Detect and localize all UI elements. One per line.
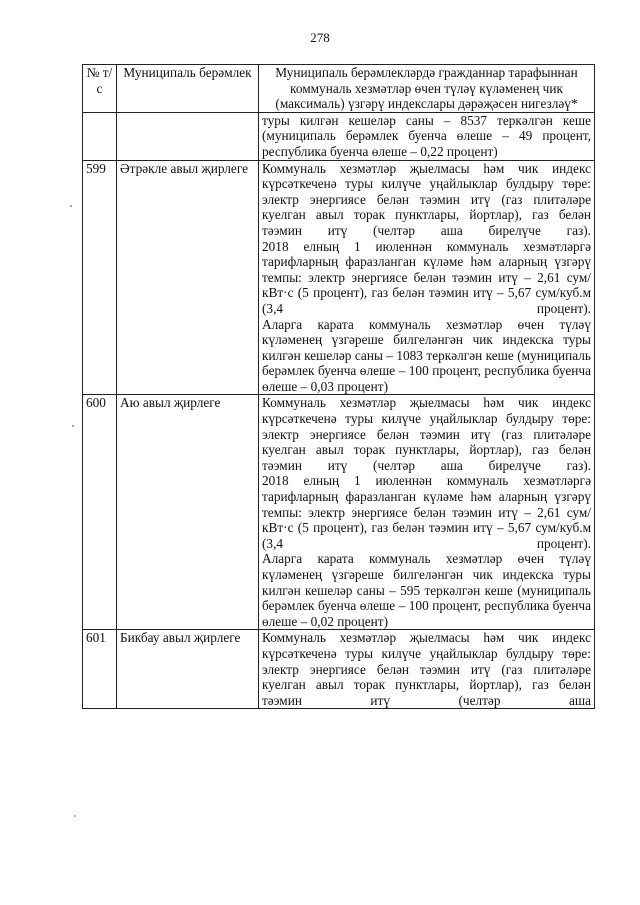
scan-speck [70, 205, 72, 207]
header-municipality: Муниципаль берәмлек [117, 65, 259, 113]
row-basis [259, 395, 595, 630]
basis-paragraph: Коммуналь хезмәтләр җыелмасы һәм чик индекс күрсәткеченә туры килүче уңайлыклар булдыру төре: электр энергиясе белән тәэмин итү (газ плитәләре куелган авыл торак пунктлары, йортлар), газ белән тәэмин итү (челтәр аша бирелүче газ). [262, 395, 591, 473]
row-number [83, 112, 117, 160]
row-municipality: Әтрәкле авыл җирлеге [117, 160, 259, 395]
table-header-row [83, 65, 595, 113]
basis-paragraph: туры килгән кешеләр саны – 8537 теркәлгән кеше (муниципаль берәмлек буенча өлеше – 49 процент, республика буенча өлеше – 0,22 процент) [262, 112, 591, 159]
basis-paragraph: Аларга карата коммуналь хезмәтләр өчен түләү күләменең үзгәреше билгеләнгән чик индекска туры килгән кешеләр саны – 1083 теркәлгән кеше (муниципаль берәмлек буенча өлеше – 100 процент, республика буенча өлеше – 0,03 процент) [262, 316, 591, 394]
table-row [83, 395, 595, 630]
basis-paragraph: 2018 елның 1 июленнән коммуналь хезмәтләргә тарифларның фаразланган күләме һәм аларның үзгәрү темпы: электр энергиясе белән тәэмин итү – 2,61 сум/кВт·с (5 процент), газ белән тәэмин итү – 5,67 сум/куб.м (3,4 процент). [262, 238, 591, 316]
row-number: 599 [83, 160, 117, 395]
header-number: № т/с [83, 65, 117, 113]
basis-paragraph: Коммуналь хезмәтләр җыелмасы һәм чик индекс күрсәткеченә туры килүче уңайлыклар булдыру төре: электр энергиясе белән тәэмин итү (газ плитәләре куелган авыл торак пунктлары, йортлар), газ белән тәэмин итү (челтәр аша [262, 630, 591, 708]
header-basis: Муниципаль берәмлекләрдә гражданнар тарафыннан коммуналь хезмәтләр өчен түләү күләменең чик (максималь) үзгәрү индекслары дәрәҗәсен нигезләү* [259, 65, 595, 113]
scan-speck [74, 815, 76, 817]
row-number: 600 [83, 395, 117, 630]
row-municipality: Бикбау авыл җирлеге [117, 630, 259, 709]
row-basis [259, 160, 595, 395]
table-row [83, 160, 595, 395]
scan-speck [72, 425, 74, 427]
basis-paragraph: 2018 елның 1 июленнән коммуналь хезмәтләргә тарифларның фаразланган күләме һәм аларның үзгәрү темпы: электр энергиясе белән тәэмин итү – 2,61 сум/кВт·с (5 процент), газ белән тәэмин итү – 5,67 сум/куб.м (3,4 процент). [262, 473, 591, 551]
table-row [83, 630, 595, 709]
table-row [83, 112, 595, 160]
page-number: 278 [310, 30, 330, 45]
row-number: 601 [83, 630, 117, 709]
row-basis [259, 112, 595, 160]
basis-paragraph: Аларга карата коммуналь хезмәтләр өчен түләү күләменең үзгәреше билгеләнгән чик индекска туры килгән кешеләр саны – 595 теркәлгән кеше (муниципаль берәмлек буенча өлеше – 100 процент, республика буенча өлеше – 0,02 процент) [262, 551, 591, 629]
basis-paragraph: Коммуналь хезмәтләр җыелмасы һәм чик индекс күрсәткеченә туры килүче уңайлыклар булдыру төре: электр энергиясе белән тәэмин итү (газ плитәләре куелган авыл торак пунктлары, йортлар), газ белән тәэмин итү (челтәр аша бирелүче газ). [262, 160, 591, 238]
row-basis [259, 630, 595, 709]
row-municipality: Аю авыл җирлеге [117, 395, 259, 630]
row-municipality [117, 112, 259, 160]
index-table [82, 64, 595, 709]
